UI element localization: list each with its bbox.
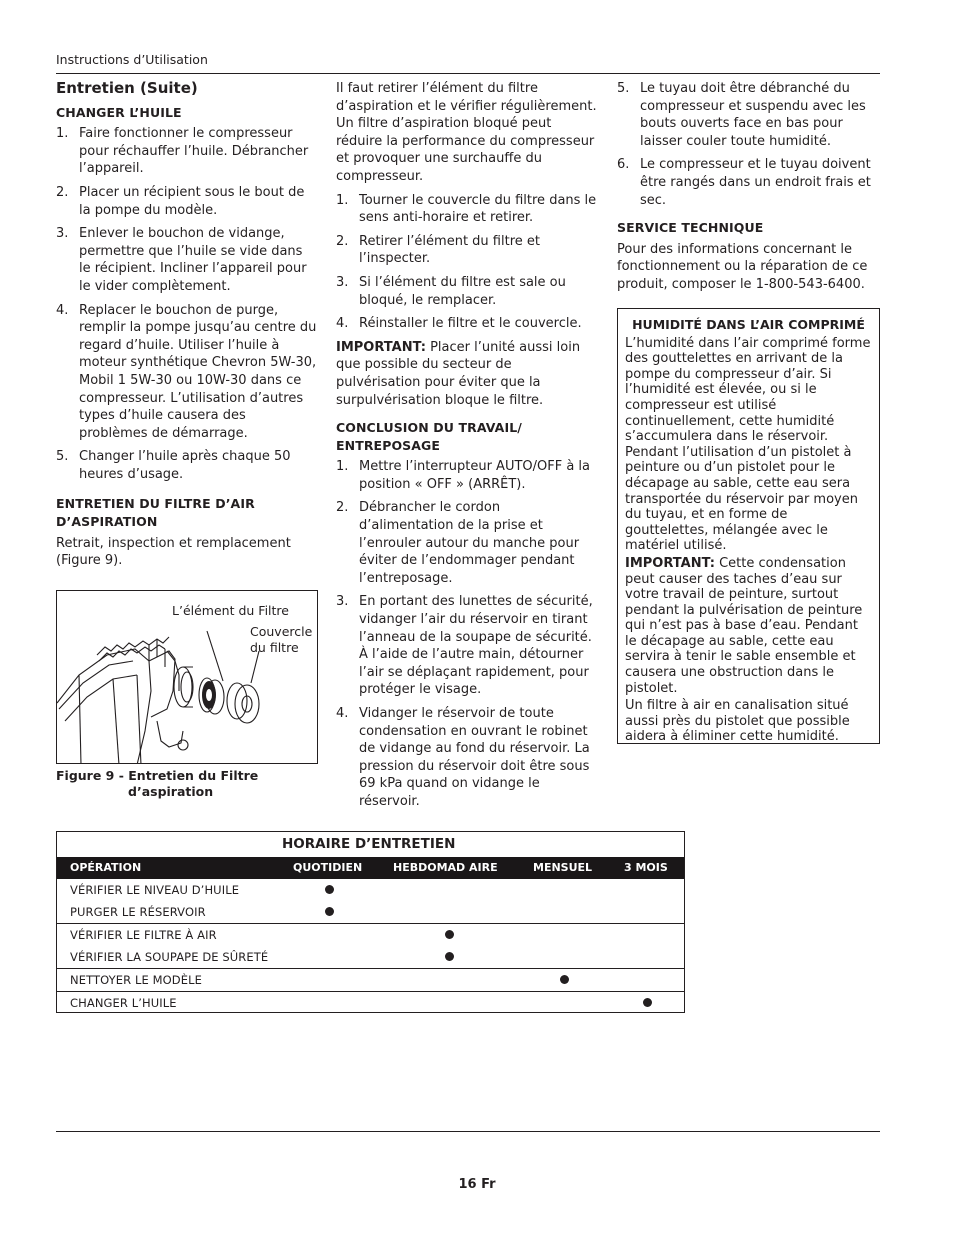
humidity-title: HUMIDITÉ DANS L’AIR COMPRIMÉ [632, 317, 865, 332]
humidity-callout [617, 308, 880, 744]
list-item: 1. Tourner le couvercle du filtre dans le sens anti-horaire et retirer. [336, 192, 597, 226]
figure-9 [56, 590, 318, 764]
storage-heading: CONCLUSION DU TRAVAIL/ ENTREPOSAGE [336, 420, 522, 453]
table-row: NETTOYER LE MODÈLE [57, 969, 684, 991]
schedule-group-weekly [57, 923, 684, 968]
schedule-header-row [57, 857, 684, 879]
filter-cover-label: Couvercle du filtre [250, 624, 313, 655]
service-heading: SERVICE TECHNIQUE [617, 220, 764, 236]
intake-filter-paragraph: Il faut retirer l’élément du filtre d’aspiration et le vérifier régulièrement. Un filtre d’aspiration bloqué peut réduire la performance du compresseur et provoquer une surchauffe du compresseur. [336, 81, 597, 184]
header-weekly: HEBDOMAD AIRE [393, 861, 498, 874]
page-number: 16 Fr [458, 1177, 496, 1192]
list-item: 1. Mettre l’interrupteur AUTO/OFF à la position « OFF » (ARRÊT). [336, 459, 591, 492]
filter-steps [336, 192, 598, 333]
list-item: 2. Placer un récipient sous le bout de la pompe du modèle. [56, 184, 305, 218]
service-paragraph: Pour des informations concernant le fonctionnement ou la réparation de ce produit, composer le 1-800-543-6400. [617, 241, 868, 292]
list-item: 4. Vidanger le réservoir de toute condensation en ouvrant le robinet de vidange au fond du réservoir. La pression du réservoir doit être sous 69 kPa quand on vidange le réservoir. [336, 706, 590, 809]
header-rule [56, 73, 880, 74]
list-item: 4. Replacer le bouchon de purge, remplir la pompe jusqu’au centre du regard d’huile. Utiliser l’huile à moteur synthétique Chevron 5W-30, Mobil 1 5W-30 ou 10W-30 dans ce compresseur. L’utilisation d’autres types d’huile causera des problèmes de démarrage. [56, 302, 317, 441]
table-row: PURGER LE RÉSERVOIR [57, 901, 684, 923]
storage-steps [336, 458, 598, 810]
figure-caption: Figure 9 - Entretien du Filtre d’aspiration [56, 768, 259, 799]
intake-filter-heading: ENTRETIEN DU FILTRE D’AIR D’ASPIRATION [56, 496, 255, 530]
list-item: 5. Le tuyau doit être débranché du compresseur et suspendu avec les bouts ouverts face en bas pour laisser couler toute humidité. [617, 81, 866, 149]
column-2 [336, 80, 598, 817]
column-1 [56, 80, 318, 576]
section-title: Entretien (Suite) [56, 79, 198, 97]
list-item: 2. Débrancher le cordon d’alimentation de la prise et l’enrouler autour du manche pour éviter de l’endommager pendant l’entreposage. [336, 500, 580, 586]
humidity-paragraph-2: IMPORTANT: Cette condensation peut causer des taches d’eau sur votre travail de peinture, surtout pendant la pulvérisation de peinture qui n’est pas à base d’eau. Pendant le décapage au sable, cette eau servira à tenir le sable ensemble et causera une obstruction dans le pistolet. [625, 555, 863, 696]
footer-rule [56, 1131, 880, 1132]
storage-steps-continued [617, 80, 879, 209]
frequency-dot-three-months [643, 998, 652, 1007]
table-row: VÉRIFIER LE FILTRE À AIR [57, 924, 684, 946]
schedule-title: HORAIRE D’ENTRETIEN [282, 836, 456, 852]
maintenance-schedule-table [56, 831, 685, 1013]
table-row: CHANGER L’HUILE [57, 992, 684, 1014]
schedule-group-daily [57, 879, 684, 923]
list-item: 3. En portant des lunettes de sécurité, vidanger l’air du réservoir en tirant l’anneau de la soupape de sécurité. À l’aide de l’autre main, détourner l’air se déplaçant rapidement, pour protéger le visage. [336, 594, 593, 698]
frequency-dot-monthly [560, 975, 569, 984]
schedule-group-three-months [57, 991, 684, 1014]
list-item: 3. Enlever le bouchon de vidange, permettre que l’huile se vide dans le récipient. Incliner l’appareil pour le vider complètement. [56, 226, 307, 294]
oil-change-steps [56, 125, 318, 483]
list-item: 4. Réinstaller le filtre et le couvercle. [336, 316, 582, 332]
important-note: IMPORTANT: Placer l’unité aussi loin que possible du secteur de pulvérisation pour éviter que la surpulvérisation bloque le filtre. [336, 339, 581, 408]
list-item: 1. Faire fonctionner le compresseur pour réchauffer l’huile. Débrancher l’appareil. [56, 126, 309, 177]
header-operation: OPÉRATION [70, 861, 142, 874]
frequency-dot-weekly [445, 952, 454, 961]
frequency-dot-daily [325, 907, 334, 916]
frequency-dot-daily [325, 885, 334, 894]
frequency-dot-weekly [445, 930, 454, 939]
oil-change-heading: CHANGER L’HUILE [56, 104, 182, 120]
list-item: 2. Retirer l’élément du filtre et l’inspecter. [336, 233, 540, 267]
humidity-paragraph-3: Un filtre à air en canalisation situé aussi près du pistolet que possible aidera à éliminer cette humidité. [625, 698, 850, 745]
filter-element-label: L’élément du Filtre [172, 603, 289, 618]
header-three-months: 3 MOIS [624, 861, 668, 874]
header-daily: QUOTIDIEN [293, 861, 363, 874]
column-3 [617, 80, 879, 300]
header-monthly: MENSUEL [533, 861, 593, 874]
list-item: 5. Changer l’huile après chaque 50 heures d’usage. [56, 449, 291, 482]
table-row: VÉRIFIER LA SOUPAPE DE SÛRETÉ [57, 946, 684, 968]
intake-filter-intro: Retrait, inspection et remplacement (Figure 9). [56, 535, 291, 569]
table-row: VÉRIFIER LE NIVEAU D’HUILE [57, 879, 684, 901]
list-item: 6. Le compresseur et le tuyau doivent être rangés dans un endroit frais et sec. [617, 157, 871, 208]
running-header: Instructions d’Utilisation [56, 52, 208, 67]
humidity-paragraph-1: L’humidité dans l’air comprimé forme des gouttelettes en arrivant de la pompe du compresseur d’air. Si l’humidité est élevée, ou si le compresseur est utilisé continuellement, cette humidité s’accumulera dans le réservoir. Pendant l’utilisation d’un pistolet à peinture ou d’un pistolet pour le décapage au sable, cette eau sera transportée du réservoir par moyen du tuyau, et en forme de gouttelettes, mélangée avec le matériel utilisé. [625, 335, 871, 554]
schedule-group-monthly [57, 968, 684, 991]
list-item: 3. Si l’élément du filtre est sale ou bloqué, le remplacer. [336, 274, 566, 308]
